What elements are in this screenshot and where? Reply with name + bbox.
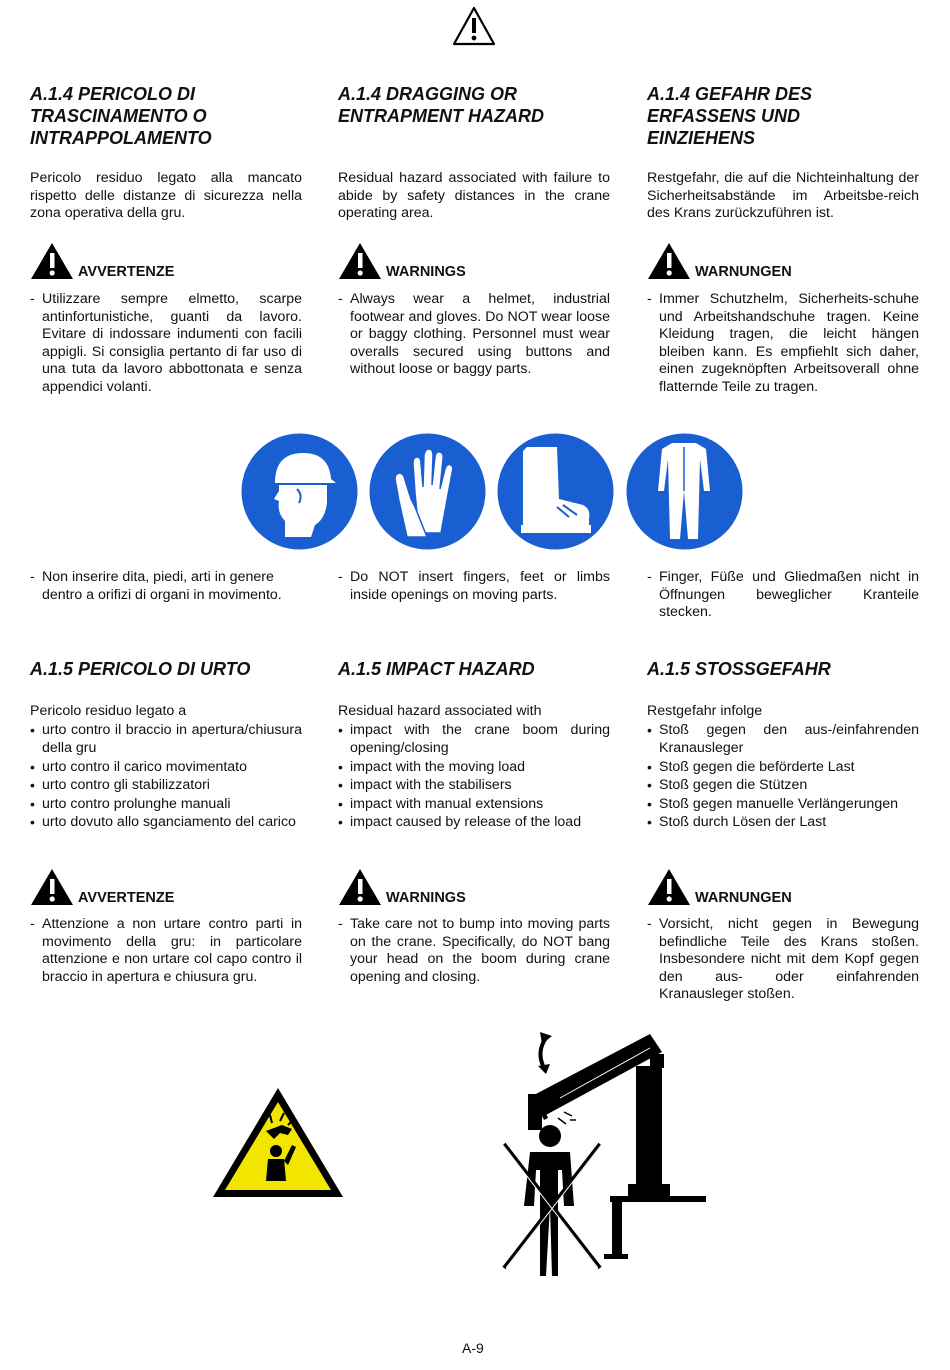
intro-de-a15 (647, 703, 919, 832)
intro-text: Restgefahr, die auf die Nichteinhaltung der Sicherheitsabstände im Arbeitsbe-reich des Krans zurückzuführen ist. (647, 170, 919, 221)
note-text: Do NOT insert fingers, feet or limbs inside openings on moving parts. (350, 569, 610, 603)
section-heading: A.1.5 STOSSGEFAHR (647, 659, 831, 679)
list-item: • impact with the moving load (338, 758, 526, 775)
note-en-a14: - Do NOT insert fingers, feet or limbs inside openings on moving parts. (338, 569, 610, 603)
warning-header-it-a15 (30, 866, 302, 906)
warning-item-en-a14: - Always wear a helmet, industrial footwear and gloves. Do NOT wear loose or baggy clothing. Personnel must wear overalls secured using buttons and without loose or baggy parts. (338, 291, 610, 377)
list-item: • impact with the stabilisers (338, 777, 512, 793)
list-item: • impact caused by release of the load (338, 814, 582, 830)
note-text: Non inserire dita, piedi, arti in genere dentro a orifizi di organi in movimento. (42, 569, 282, 603)
list-item: • Stoß gegen die beförderte Last (647, 758, 855, 775)
warning-triangle-icon (451, 5, 497, 47)
warning-label: WARNUNGEN (695, 890, 792, 906)
list-item: • urto dovuto allo sganciamento del carico (30, 814, 296, 830)
warning-text: Attenzione a non urtare contro parti in movimento della gru: in particolare attenzione e non urtare col capo contro il braccio in apertura e chiusura gru. (42, 916, 302, 985)
warning-header-en-a14 (338, 240, 610, 280)
col-de-a15 (647, 658, 919, 680)
warning-item-de-a14: - Immer Schutzhelm, Sicherheits-schuhe und Arbeitshandschuhe tragen. Keine Kleidung tragen, die leicht hängen bleiben kann. Es empfiehlt sich daher, einen zugeknöpften Arbeitsoverall ohne flatternde Teile zu tragen. (647, 291, 919, 395)
intro-text: Pericolo residuo legato alla mancato rispetto delle distanze di sicurezza nella zona operativa della gru. (30, 170, 302, 221)
list-item: • urto contro il carico movimentato (30, 758, 248, 775)
page-number: A-9 (462, 1340, 484, 1356)
col-it-a14 (30, 83, 302, 149)
intro-text: Restgefahr infolge (647, 703, 763, 719)
overalls-icon (626, 433, 743, 550)
list-item: • Stoß durch Lösen der Last (647, 814, 827, 830)
intro-it-a15 (30, 703, 302, 832)
section-heading: A.1.4 GEFAHR DES ERFASSENS UND EINZIEHENS (647, 84, 813, 148)
list-item: • impact with manual extensions (338, 795, 544, 812)
list-item: • Stoß gegen die Stützen (647, 777, 808, 793)
warning-label: WARNINGS (386, 264, 466, 280)
warning-icon (338, 242, 382, 280)
intro-text: Residual hazard associated with (338, 703, 542, 719)
warning-text: Always wear a helmet, industrial footwear and gloves. Do NOT wear loose or baggy clothing. Personnel must wear overalls secured using buttons and without loose or baggy parts. (350, 291, 610, 377)
hazard-list (647, 721, 919, 832)
col-it-a15 (30, 658, 302, 680)
hazard-list (30, 721, 302, 832)
note-text: Finger, Füße und Gliedmaßen nicht in Öffnungen beweglicher Kranteile stecken. (659, 569, 919, 620)
note-it-a14: - Non inserire dita, piedi, arti in genere dentro a orifizi di organi in movimento. (30, 569, 302, 604)
section-heading: A.1.5 PERICOLO DI URTO (30, 659, 251, 679)
col-de-a14 (647, 83, 919, 149)
warning-label: WARNINGS (386, 890, 466, 906)
warning-item-de-a15: - Vorsicht, nicht gegen in Bewegung befindliche Teile des Krans stoßen. Insbesondere nicht mit dem Kopf gegen den aus- oder einfahrenden Kranausleger stoßen. (647, 916, 919, 1002)
intro-de-a14 (647, 170, 919, 223)
warning-header-en-a15 (338, 866, 610, 906)
warning-text: Immer Schutzhelm, Sicherheits-schuhe und Arbeitshandschuhe tragen. Keine Kleidung tragen, die leicht hängen bleiben kann. Es empfiehlt sich daher, einen zugeknöpften Arbeitsoverall ohne flatternde Teile zu tragen. (659, 291, 919, 395)
warning-icon (647, 242, 691, 280)
crane-boom-impact-illustration (500, 1020, 720, 1295)
impact-hazard-sign-icon (210, 1085, 346, 1200)
list-item: • urto contro gli stabilizzatori (30, 777, 210, 793)
helmet-icon (241, 433, 358, 550)
section-heading: A.1.5 IMPACT HAZARD (338, 659, 535, 679)
warning-item-en-a15: - Take care not to bump into moving parts on the crane. Specifically, do NOT bang your head on the boom during crane opening and closing. (338, 916, 610, 985)
list-item: • Stoß gegen den aus-/einfahrenden Kranausleger (647, 721, 919, 756)
intro-text: Residual hazard associated with failure to abide by safety distances in the crane operating area. (338, 170, 610, 221)
warning-icon (30, 242, 74, 280)
warning-item-it-a14: - Utilizzare sempre elmetto, scarpe antinfortunistiche, guanti da lavoro. Evitare di indossare indumenti con facili appigli. Si consiglia pertanto di far uso di una tuta da lavoro abbottonata e senza appendici volanti. (30, 291, 302, 395)
col-en-a15 (338, 658, 610, 680)
section-heading: A.1.4 DRAGGING OR ENTRAPMENT HAZARD (338, 84, 544, 126)
list-item: • urto contro prolunghe manuali (30, 795, 231, 812)
warning-header-de-a15 (647, 866, 919, 906)
warning-item-it-a15: - Attenzione a non urtare contro parti in movimento della gru: in particolare attenzione e non urtare col capo contro il braccio in apertura e chiusura gru. (30, 916, 302, 985)
intro-en-a14 (338, 170, 610, 223)
warning-icon (338, 868, 382, 906)
list-item: • Stoß gegen manuelle Verlängerungen (647, 795, 898, 812)
list-item: • impact with the crane boom during opening/closing (338, 721, 610, 756)
note-de-a14: - Finger, Füße und Gliedmaßen nicht in Öffnungen beweglicher Kranteile stecken. (647, 569, 919, 620)
intro-it-a14 (30, 170, 302, 223)
warning-label: AVVERTENZE (78, 890, 175, 906)
section-heading: A.1.4 PERICOLO DI TRASCINAMENTO O INTRAPPOLAMENTO (30, 84, 212, 148)
intro-en-a15 (338, 703, 610, 832)
gloves-icon (369, 433, 486, 550)
list-item: • urto contro il braccio in apertura/chiusura della gru (30, 721, 302, 756)
warning-label: WARNUNGEN (695, 264, 792, 280)
warning-text: Vorsicht, nicht gegen in Bewegung befindliche Teile des Krans stoßen. Insbesondere nicht mit dem Kopf gegen den aus- oder einfahrenden Kranausleger stoßen. (659, 916, 919, 1002)
intro-text: Pericolo residuo legato a (30, 703, 187, 719)
warning-header-it-a14 (30, 240, 302, 280)
warning-text: Utilizzare sempre elmetto, scarpe antinfortunistiche, guanti da lavoro. Evitare di indossare indumenti con facili appigli. Si consiglia pertanto di far uso di una tuta da lavoro abbottonata e senza appendici volanti. (42, 291, 302, 395)
warning-text: Take care not to bump into moving parts on the crane. Specifically, do NOT bang your head on the boom during crane opening and closing. (350, 916, 610, 985)
warning-icon (30, 868, 74, 906)
safety-boots-icon (497, 433, 614, 550)
hazard-list (338, 721, 610, 832)
warning-header-de-a14 (647, 240, 919, 280)
warning-label: AVVERTENZE (78, 264, 175, 280)
warning-icon (647, 868, 691, 906)
col-en-a14 (338, 83, 610, 127)
